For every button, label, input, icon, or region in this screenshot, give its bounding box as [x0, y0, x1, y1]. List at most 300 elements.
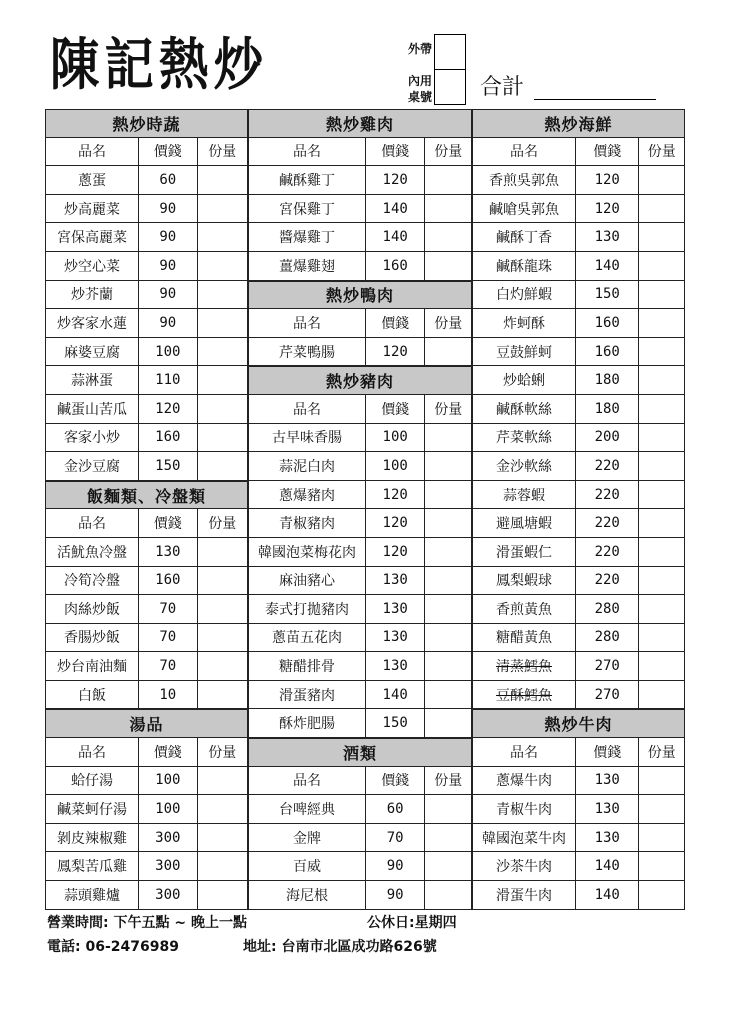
menu-item-row	[45, 281, 248, 310]
quantity-field[interactable]	[639, 767, 684, 795]
quantity-field[interactable]	[425, 452, 471, 480]
total-field[interactable]	[534, 99, 656, 100]
quantity-field[interactable]	[425, 624, 471, 652]
item-price: 280	[576, 595, 639, 623]
qty-header: 份量	[434, 315, 463, 332]
item-name: 泰式打拋豬肉	[249, 595, 366, 623]
item-price: 70	[139, 595, 197, 623]
menu-item-row	[248, 824, 472, 853]
item-name: 鹹菜蚵仔湯	[46, 795, 139, 823]
table-header	[45, 509, 248, 538]
item-name: 蛤仔湯	[46, 767, 139, 795]
item-name: 白灼鮮蝦	[473, 281, 576, 309]
menu-item-row	[45, 395, 248, 424]
quantity-field[interactable]	[198, 166, 248, 194]
item-price: 100	[139, 795, 197, 823]
qty-header: 份量	[647, 144, 676, 161]
section-title-soup: 湯品	[45, 709, 248, 738]
quantity-field[interactable]	[198, 252, 248, 280]
item-name: 豆鼓鮮蚵	[473, 338, 576, 366]
quantity-field[interactable]	[639, 624, 684, 652]
quantity-field[interactable]	[198, 338, 248, 366]
price-header: 價錢	[366, 767, 425, 795]
item-price: 150	[366, 709, 425, 737]
item-name: 台啤經典	[249, 795, 366, 823]
quantity-field[interactable]	[639, 509, 684, 537]
item-price: 120	[366, 509, 425, 537]
item-price: 270	[576, 681, 639, 709]
item-price: 90	[366, 881, 425, 909]
item-price: 120	[576, 166, 639, 194]
quantity-field[interactable]	[425, 481, 471, 509]
quantity-field[interactable]	[425, 595, 471, 623]
item-name: 炒空心菜	[46, 252, 139, 280]
quantity-field[interactable]	[198, 366, 248, 394]
menu-item-row	[248, 424, 472, 453]
quantity-field[interactable]	[425, 824, 471, 852]
quantity-field[interactable]	[639, 338, 684, 366]
price-header: 價錢	[366, 138, 425, 166]
menu-item-row	[45, 652, 248, 681]
item-price: 100	[139, 338, 197, 366]
item-price: 130	[139, 538, 197, 566]
item-name: 炒客家水蓮	[46, 309, 139, 337]
item-name: 百威	[249, 852, 366, 880]
menu-item-row	[45, 424, 248, 453]
quantity-field[interactable]	[198, 223, 248, 251]
quantity-field[interactable]	[198, 452, 248, 480]
item-name: 鳳梨苦瓜雞	[46, 852, 139, 880]
price-header: 價錢	[139, 138, 197, 166]
dinein-label: 內用	[407, 74, 432, 88]
item-price: 300	[139, 824, 197, 852]
item-price: 150	[576, 281, 639, 309]
menu-item-row	[45, 624, 248, 653]
item-price: 90	[139, 195, 197, 223]
menu-item-row	[248, 252, 472, 281]
menu-item-row	[472, 509, 685, 538]
menu-item-row	[472, 395, 685, 424]
menu-item-row	[472, 338, 685, 367]
name-header: 品名	[249, 767, 366, 795]
item-name: 滑蛋牛肉	[473, 881, 576, 909]
item-price: 220	[576, 481, 639, 509]
item-price: 130	[366, 624, 425, 652]
order-type-box	[392, 34, 474, 106]
menu-item-row	[248, 509, 472, 538]
item-price: 130	[366, 652, 425, 680]
quantity-field[interactable]	[639, 881, 684, 909]
takeout-label: 外帶	[407, 42, 432, 56]
quantity-field[interactable]	[639, 595, 684, 623]
item-name: 活魷魚冷盤	[46, 538, 139, 566]
item-price: 140	[576, 852, 639, 880]
closed-day: 公休日:星期四	[367, 915, 457, 931]
quantity-field[interactable]	[198, 395, 248, 423]
item-price: 90	[139, 223, 197, 251]
menu-item-row	[472, 281, 685, 310]
item-price: 90	[139, 252, 197, 280]
table-header	[472, 138, 685, 167]
qty-header: 份量	[647, 744, 676, 761]
item-price: 70	[366, 824, 425, 852]
quantity-field[interactable]	[198, 652, 248, 680]
item-name: 青椒豬肉	[249, 509, 366, 537]
item-price: 130	[366, 567, 425, 595]
item-price: 140	[576, 252, 639, 280]
item-price: 300	[139, 852, 197, 880]
quantity-field[interactable]	[198, 795, 248, 823]
item-name: 鹹嗆吳郭魚	[473, 195, 576, 223]
item-price: 70	[139, 624, 197, 652]
quantity-field[interactable]	[639, 452, 684, 480]
menu-item-row	[248, 452, 472, 481]
item-name: 沙茶牛肉	[473, 852, 576, 880]
section-title-rice: 飯麵類、冷盤類	[45, 481, 248, 510]
menu-item-row	[248, 481, 472, 510]
quantity-field[interactable]	[198, 538, 248, 566]
quantity-field[interactable]	[425, 652, 471, 680]
item-name: 海尼根	[249, 881, 366, 909]
menu-item-row	[248, 681, 472, 710]
total-label: 合計	[480, 75, 525, 100]
qty-header: 份量	[434, 401, 463, 418]
name-header: 品名	[46, 138, 139, 166]
phone-number: 電話: 06-2476989	[47, 939, 179, 955]
item-price: 160	[139, 424, 197, 452]
quantity-field[interactable]	[639, 223, 684, 251]
quantity-field[interactable]	[425, 338, 471, 366]
item-price: 160	[366, 252, 425, 280]
menu-item-row	[472, 195, 685, 224]
item-price: 130	[576, 767, 639, 795]
section-title-chicken: 熱炒雞肉	[248, 109, 472, 138]
item-price: 10	[139, 681, 197, 709]
item-price: 120	[366, 481, 425, 509]
item-price: 140	[366, 223, 425, 251]
item-price: 120	[366, 338, 425, 366]
quantity-field[interactable]	[639, 252, 684, 280]
column-left	[45, 109, 248, 910]
item-name: 金牌	[249, 824, 366, 852]
item-name: 蔥爆牛肉	[473, 767, 576, 795]
menu-item-row	[45, 166, 248, 195]
quantity-field[interactable]	[639, 309, 684, 337]
quantity-field[interactable]	[198, 567, 248, 595]
item-name: 白飯	[46, 681, 139, 709]
price-header: 價錢	[576, 738, 639, 766]
menu-item-row	[472, 881, 685, 910]
price-header: 價錢	[139, 738, 197, 766]
item-name: 蔥蛋	[46, 166, 139, 194]
item-price: 90	[139, 309, 197, 337]
item-name: 鹹酥軟絲	[473, 395, 576, 423]
item-name: 炒蛤蜊	[473, 366, 576, 394]
quantity-field[interactable]	[425, 852, 471, 880]
item-price: 90	[139, 281, 197, 309]
section-title-seafood: 熱炒海鮮	[472, 109, 685, 138]
quantity-field[interactable]	[198, 624, 248, 652]
menu-item-row	[45, 452, 248, 481]
item-name: 蔥苗五花肉	[249, 624, 366, 652]
quantity-field[interactable]	[425, 166, 471, 194]
item-name: 冷筍冷盤	[46, 567, 139, 595]
table-header	[248, 138, 472, 167]
menu-item-row	[45, 595, 248, 624]
menu-item-row	[45, 852, 248, 881]
table-header	[248, 309, 472, 338]
price-header: 價錢	[366, 395, 425, 423]
item-name: 滑蛋蝦仁	[473, 538, 576, 566]
menu-item-row	[472, 166, 685, 195]
price-header: 價錢	[576, 138, 639, 166]
address: 地址: 台南市北區成功路626號	[243, 939, 437, 955]
item-name: 避風塘蝦	[473, 509, 576, 537]
item-name: 韓國泡菜梅花肉	[249, 538, 366, 566]
item-price: 130	[576, 824, 639, 852]
item-price: 270	[576, 652, 639, 680]
menu-item-row	[472, 624, 685, 653]
menu-item-row	[472, 767, 685, 796]
item-price: 60	[139, 166, 197, 194]
qty-header: 份量	[434, 773, 463, 790]
menu-item-row	[45, 767, 248, 796]
item-price: 140	[366, 195, 425, 223]
item-price: 140	[366, 681, 425, 709]
item-price: 220	[576, 509, 639, 537]
quantity-field[interactable]	[425, 881, 471, 909]
quantity-field[interactable]	[639, 852, 684, 880]
menu-item-row	[45, 824, 248, 853]
item-name: 蒜蓉蝦	[473, 481, 576, 509]
item-name: 香煎吳郭魚	[473, 166, 576, 194]
section-title-pork: 熱炒豬肉	[248, 366, 472, 395]
item-price: 120	[366, 538, 425, 566]
item-name: 芹菜鴨腸	[249, 338, 366, 366]
item-name: 金沙豆腐	[46, 452, 139, 480]
item-name: 蒜淋蛋	[46, 366, 139, 394]
menu-item-row	[45, 252, 248, 281]
item-price: 120	[366, 166, 425, 194]
quantity-field[interactable]	[198, 824, 248, 852]
quantity-field[interactable]	[639, 824, 684, 852]
item-price: 100	[366, 424, 425, 452]
quantity-field[interactable]	[639, 366, 684, 394]
menu-item-row	[472, 795, 685, 824]
quantity-field[interactable]	[425, 223, 471, 251]
quantity-field[interactable]	[639, 652, 684, 680]
quantity-field[interactable]	[425, 709, 471, 737]
item-name: 滑蛋豬肉	[249, 681, 366, 709]
menu-item-row	[248, 881, 472, 910]
quantity-field[interactable]	[198, 852, 248, 880]
item-price: 160	[139, 567, 197, 595]
item-name: 鹹蛋山苦瓜	[46, 395, 139, 423]
quantity-field[interactable]	[425, 681, 471, 709]
item-name: 鳳梨蝦球	[473, 567, 576, 595]
takeout-checkbox[interactable]	[434, 34, 466, 70]
menu-item-row	[45, 309, 248, 338]
quantity-field[interactable]	[198, 424, 248, 452]
qty-header: 份量	[208, 144, 237, 161]
menu-item-row	[45, 538, 248, 567]
item-name: 韓國泡菜牛肉	[473, 824, 576, 852]
item-price: 60	[366, 795, 425, 823]
qty-header: 份量	[434, 144, 463, 161]
quantity-field[interactable]	[425, 567, 471, 595]
item-name: 炒芥蘭	[46, 281, 139, 309]
item-price: 130	[576, 223, 639, 251]
item-name: 炒台南油麵	[46, 652, 139, 680]
table-number-field[interactable]	[434, 69, 466, 105]
item-name: 芹菜軟絲	[473, 424, 576, 452]
quantity-field[interactable]	[198, 281, 248, 309]
menu-item-row	[248, 595, 472, 624]
quantity-field[interactable]	[198, 681, 248, 709]
menu-item-row	[472, 852, 685, 881]
qty-header: 份量	[208, 744, 237, 761]
quantity-field[interactable]	[198, 881, 248, 909]
quantity-field[interactable]	[639, 195, 684, 223]
menu-item-row	[248, 795, 472, 824]
item-price: 100	[139, 767, 197, 795]
quantity-field[interactable]	[639, 538, 684, 566]
menu-item-row	[248, 852, 472, 881]
item-name: 鹹酥雞丁	[249, 166, 366, 194]
quantity-field[interactable]	[425, 509, 471, 537]
item-name: 香煎黃魚	[473, 595, 576, 623]
item-price: 120	[139, 395, 197, 423]
quantity-field[interactable]	[198, 595, 248, 623]
quantity-field[interactable]	[639, 395, 684, 423]
name-header: 品名	[46, 509, 139, 537]
item-price: 220	[576, 452, 639, 480]
menu-item-row	[472, 452, 685, 481]
menu-item-row	[248, 223, 472, 252]
table-header	[45, 738, 248, 767]
quantity-field[interactable]	[639, 681, 684, 709]
menu-item-row	[472, 366, 685, 395]
menu-item-row	[248, 195, 472, 224]
name-header: 品名	[249, 395, 366, 423]
quantity-field[interactable]	[198, 309, 248, 337]
price-header: 價錢	[139, 509, 197, 537]
menu-item-row	[45, 567, 248, 596]
item-name: 酥炸肥腸	[249, 709, 366, 737]
item-name: 蒜頭雞爐	[46, 881, 139, 909]
item-name: 豆酥鱈魚	[473, 681, 576, 709]
quantity-field[interactable]	[639, 281, 684, 309]
item-price: 280	[576, 624, 639, 652]
menu-item-row	[472, 252, 685, 281]
quantity-field[interactable]	[198, 767, 248, 795]
item-name: 宮保雞丁	[249, 195, 366, 223]
quantity-field[interactable]	[639, 795, 684, 823]
menu-item-row	[472, 223, 685, 252]
qty-header: 份量	[208, 516, 237, 533]
item-price: 300	[139, 881, 197, 909]
quantity-field[interactable]	[639, 567, 684, 595]
item-name: 客家小炒	[46, 424, 139, 452]
menu-item-row	[248, 624, 472, 653]
menu-item-row	[248, 338, 472, 367]
item-name: 蔥爆豬肉	[249, 481, 366, 509]
item-price: 120	[576, 195, 639, 223]
quantity-field[interactable]	[639, 481, 684, 509]
item-name: 青椒牛肉	[473, 795, 576, 823]
item-name: 鹹酥龍珠	[473, 252, 576, 280]
item-name: 鹹酥丁香	[473, 223, 576, 251]
quantity-field[interactable]	[425, 252, 471, 280]
item-name: 醬爆雞丁	[249, 223, 366, 251]
item-name: 炸蚵酥	[473, 309, 576, 337]
item-name: 麻婆豆腐	[46, 338, 139, 366]
item-name: 金沙軟絲	[473, 452, 576, 480]
item-name: 宮保高麗菜	[46, 223, 139, 251]
quantity-field[interactable]	[425, 424, 471, 452]
item-name: 剝皮辣椒雞	[46, 824, 139, 852]
item-price: 200	[576, 424, 639, 452]
item-name: 炒高麗菜	[46, 195, 139, 223]
menu-item-row	[472, 595, 685, 624]
menu-item-row	[45, 881, 248, 910]
name-header: 品名	[46, 738, 139, 766]
menu-item-row	[45, 223, 248, 252]
menu-item-row	[248, 709, 472, 738]
item-price: 220	[576, 538, 639, 566]
quantity-field[interactable]	[198, 195, 248, 223]
quantity-field[interactable]	[639, 424, 684, 452]
table-header	[472, 738, 685, 767]
column-right	[472, 109, 685, 910]
menu-item-row	[248, 538, 472, 567]
item-name: 肉絲炒飯	[46, 595, 139, 623]
name-header: 品名	[473, 138, 576, 166]
table-header	[248, 767, 472, 796]
menu-item-row	[45, 338, 248, 367]
table-number-label: 桌號	[407, 90, 432, 104]
item-price: 140	[576, 881, 639, 909]
menu-item-row	[248, 166, 472, 195]
item-price: 100	[366, 452, 425, 480]
item-name: 古早味香腸	[249, 424, 366, 452]
menu-item-row	[472, 538, 685, 567]
item-name: 香腸炒飯	[46, 624, 139, 652]
item-name: 糖醋排骨	[249, 652, 366, 680]
business-hours: 營業時間: 下午五點 ~ 晚上一點	[47, 915, 247, 931]
quantity-field[interactable]	[425, 195, 471, 223]
item-name: 蒜泥白肉	[249, 452, 366, 480]
item-name: 薑爆雞翅	[249, 252, 366, 280]
item-price: 130	[366, 595, 425, 623]
item-price: 160	[576, 309, 639, 337]
item-price: 160	[576, 338, 639, 366]
section-title-duck: 熱炒鴨肉	[248, 281, 472, 310]
quantity-field[interactable]	[425, 538, 471, 566]
table-header	[248, 395, 472, 424]
item-price: 130	[576, 795, 639, 823]
menu-item-row	[248, 567, 472, 596]
table-header	[45, 138, 248, 167]
quantity-field[interactable]	[425, 795, 471, 823]
item-name: 麻油豬心	[249, 567, 366, 595]
quantity-field[interactable]	[639, 166, 684, 194]
name-header: 品名	[249, 138, 366, 166]
column-middle	[248, 109, 472, 910]
item-price: 180	[576, 395, 639, 423]
item-price: 150	[139, 452, 197, 480]
item-price: 70	[139, 652, 197, 680]
